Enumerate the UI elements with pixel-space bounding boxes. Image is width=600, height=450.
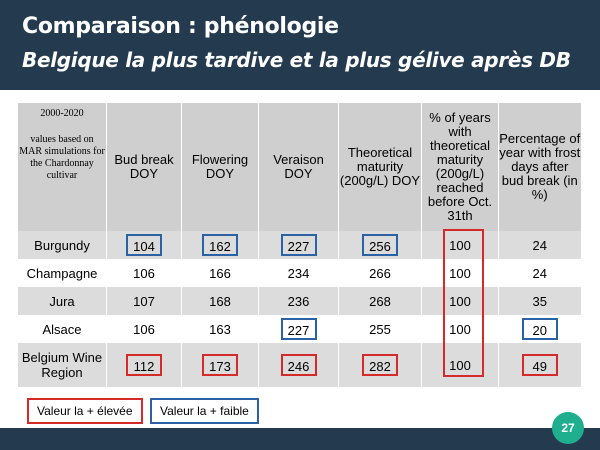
table-cell: 100: [422, 287, 499, 315]
table-cell: 106: [107, 315, 182, 343]
legend-lowest: Valeur la + faible: [150, 398, 259, 424]
table-cell: 100: [422, 315, 499, 343]
table-cell: 20: [522, 318, 558, 340]
table-cell: 49: [522, 354, 558, 376]
table-cell: 163: [182, 315, 259, 343]
row-label: Alsace: [18, 315, 107, 343]
table-row-alsace: [18, 315, 581, 343]
table-cell: 35: [499, 287, 581, 315]
table-cell: 256: [362, 234, 398, 256]
table-cell: 100: [422, 343, 499, 387]
slide-footer: [0, 428, 600, 450]
legend-highest: Valeur la + élevée: [27, 398, 143, 424]
slide-subtitle: Belgique la plus tardive et la plus gélive après DB: [22, 48, 571, 72]
table-cell: 234: [259, 259, 339, 287]
phenology-table: [17, 103, 581, 387]
row-label: Belgium Wine Region: [18, 343, 107, 387]
table-cell: 173: [202, 354, 238, 376]
corner-header: [18, 103, 107, 231]
table-cell: 104: [126, 234, 162, 256]
table-row-burgundy: [18, 231, 581, 259]
table-cell: 246: [281, 354, 317, 376]
table-row-champagne: [18, 259, 581, 287]
table-cell: 236: [259, 287, 339, 315]
header-maturity-years: % of years with theoretical maturity (200g/L) reached before Oct. 31th: [422, 103, 499, 231]
table-cell: 166: [182, 259, 259, 287]
table-cell: 24: [499, 259, 581, 287]
table-cell: 266: [339, 259, 422, 287]
table-cell: 24: [499, 231, 581, 259]
period-label: 2000-2020: [40, 108, 84, 119]
table-cell: 106: [107, 259, 182, 287]
table-cell: 107: [107, 287, 182, 315]
table-cell: 255: [339, 315, 422, 343]
table-cell: 100: [422, 259, 499, 287]
table-cell: 112: [126, 354, 162, 376]
corner-description: values based on MAR simulations for the Chardonnay cultivar: [19, 134, 105, 181]
table-row-belgium: [18, 343, 581, 387]
row-label: Burgundy: [18, 231, 107, 259]
table-header-row: [18, 103, 581, 231]
page-number-badge: 27: [552, 412, 584, 444]
row-label: Jura: [18, 287, 107, 315]
slide-header: [0, 0, 600, 90]
table-row-jura: [18, 287, 581, 315]
table-cell: 268: [339, 287, 422, 315]
header-veraison: Veraison DOY: [259, 103, 339, 231]
table-cell: 227: [281, 234, 317, 256]
table-cell: 162: [202, 234, 238, 256]
table-cell: 282: [362, 354, 398, 376]
header-frost: Percentage of year with frost days after bud break (in %): [499, 103, 581, 231]
header-bud-break: Bud break DOY: [107, 103, 182, 231]
table-cell: 227: [281, 318, 317, 340]
slide-title: Comparaison : phénologie: [22, 14, 339, 39]
table-cell: 168: [182, 287, 259, 315]
table-cell: 100: [422, 231, 499, 259]
header-flowering: Flowering DOY: [182, 103, 259, 231]
row-label: Champagne: [18, 259, 107, 287]
header-maturity: Theoretical maturity (200g/L) DOY: [339, 103, 422, 231]
